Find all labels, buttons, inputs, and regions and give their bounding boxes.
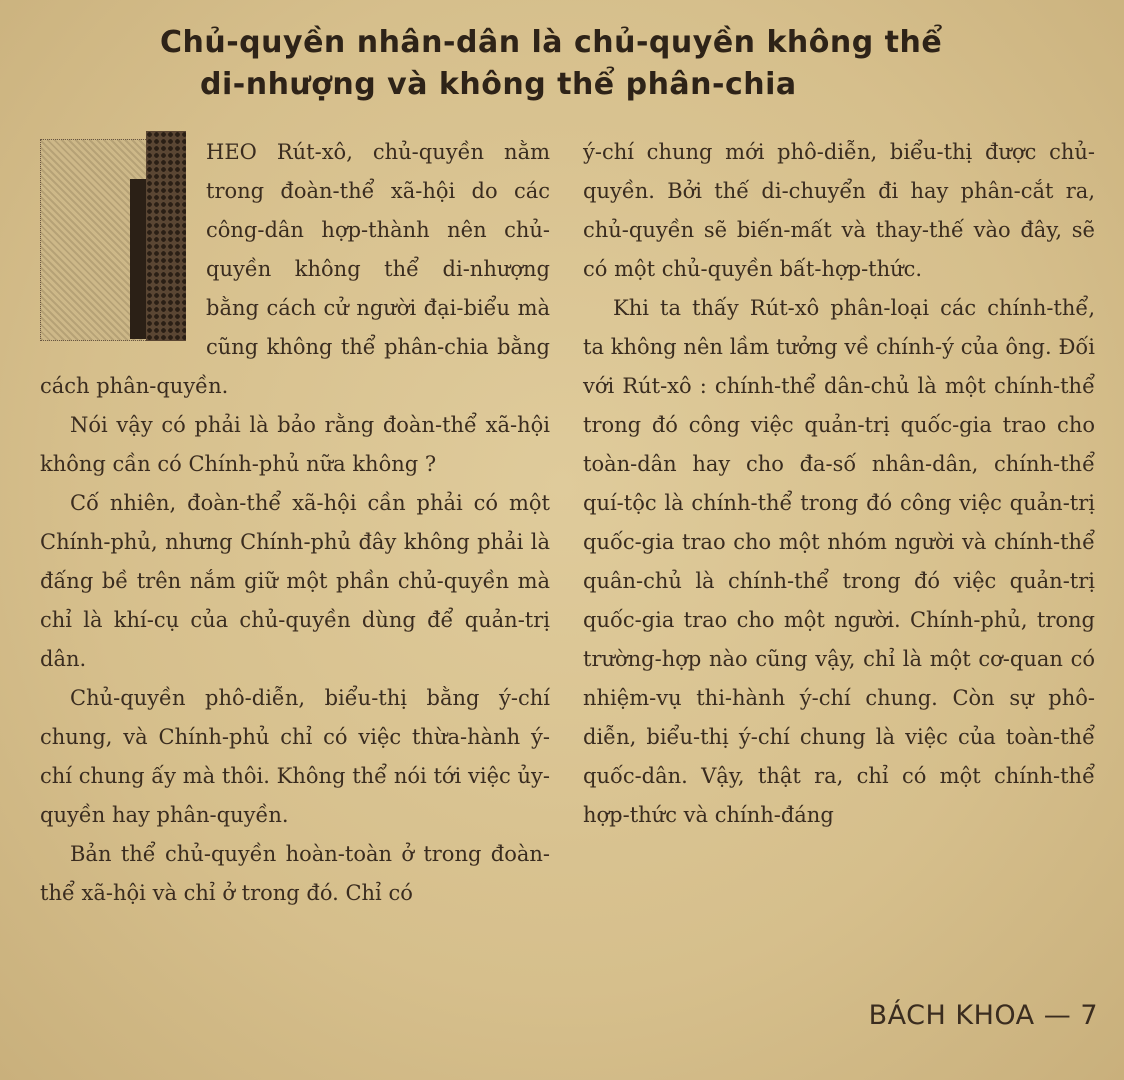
left-paragraph-2: Nói vậy có phải là bảo rằng đoàn-thể xã-hội không cần có Chính-phủ nữa không ?	[40, 413, 550, 476]
left-paragraph-3: Cố nhiên, đoàn-thể xã-hội cần phải có một Chính-phủ, nhưng Chính-phủ đây không phải là đấng bề trên nắm giữ một phần chủ-quyền mà chỉ là khí-cụ của chủ-quyền dùng để quản-trị dân.	[40, 491, 550, 671]
left-column	[40, 133, 550, 913]
dropcap-illustration	[40, 131, 200, 349]
left-paragraph-4: Chủ-quyền phô-diễn, biểu-thị bằng ý-chí chung, và Chính-phủ chỉ có việc thừa-hành ý-chí chung ấy mà thôi. Không thể nói tới việc ủy-quyền hay phân-quyền.	[40, 686, 550, 827]
title-line-1: Chủ-quyền nhân-dân là chủ-quyền không thể	[160, 25, 943, 60]
right-paragraph-1: ý-chí chung mới phô-diễn, biểu-thị được chủ-quyền. Bởi thế di-chuyển đi hay phân-cắt ra, chủ-quyền sẽ biến-mất và thay-thế vào đây, sẽ có một chủ-quyền bất-hợp-thức.	[583, 140, 1095, 281]
left-paragraph-1: HEO Rút-xô, chủ-quyền nằm trong đoàn-thể xã-hội do các công-dân hợp-thành nên chủ-quyền không thể di-nhượng bằng cách cử người đại-biểu mà cũng không thể phân-chia bằng cách phân-quyền.	[40, 140, 550, 398]
left-paragraph-5: Bản thể chủ-quyền hoàn-toàn ở trong đoàn-thể xã-hội và chỉ ở trong đó. Chỉ có	[40, 842, 550, 905]
title-line-2: di-nhượng và không thể phân-chia	[200, 67, 797, 102]
page-footer: BÁCH KHOA — 7	[868, 1000, 1098, 1031]
right-paragraph-2: Khi ta thấy Rút-xô phân-loại các chính-thể, ta không nên lầm tưởng về chính-ý của ông. Đối với Rút-xô : chính-thể dân-chủ là một chính-thể trong đó công việc quản-trị quốc-gia trao cho toàn-dân hay cho đa-số nhân-dân, chính-thể quí-tộc là chính-thể trong đó công việc quản-trị quốc-gia trao cho một nhóm người và chính-thể quân-chủ là chính-thể trong đó việc quản-trị quốc-gia trao cho một người. Chính-phủ, trong trường-hợp nào cũng vậy, chỉ là một cơ-quan có nhiệm-vụ thi-hành ý-chí chung. Còn sự phô-diễn, biểu-thị ý-chí chung là việc của toàn-thể quốc-dân. Vậy, thật ra, chỉ có một chính-thể hợp-thức và chính-đáng	[583, 296, 1095, 827]
article-title	[160, 22, 980, 106]
right-column	[583, 133, 1095, 835]
